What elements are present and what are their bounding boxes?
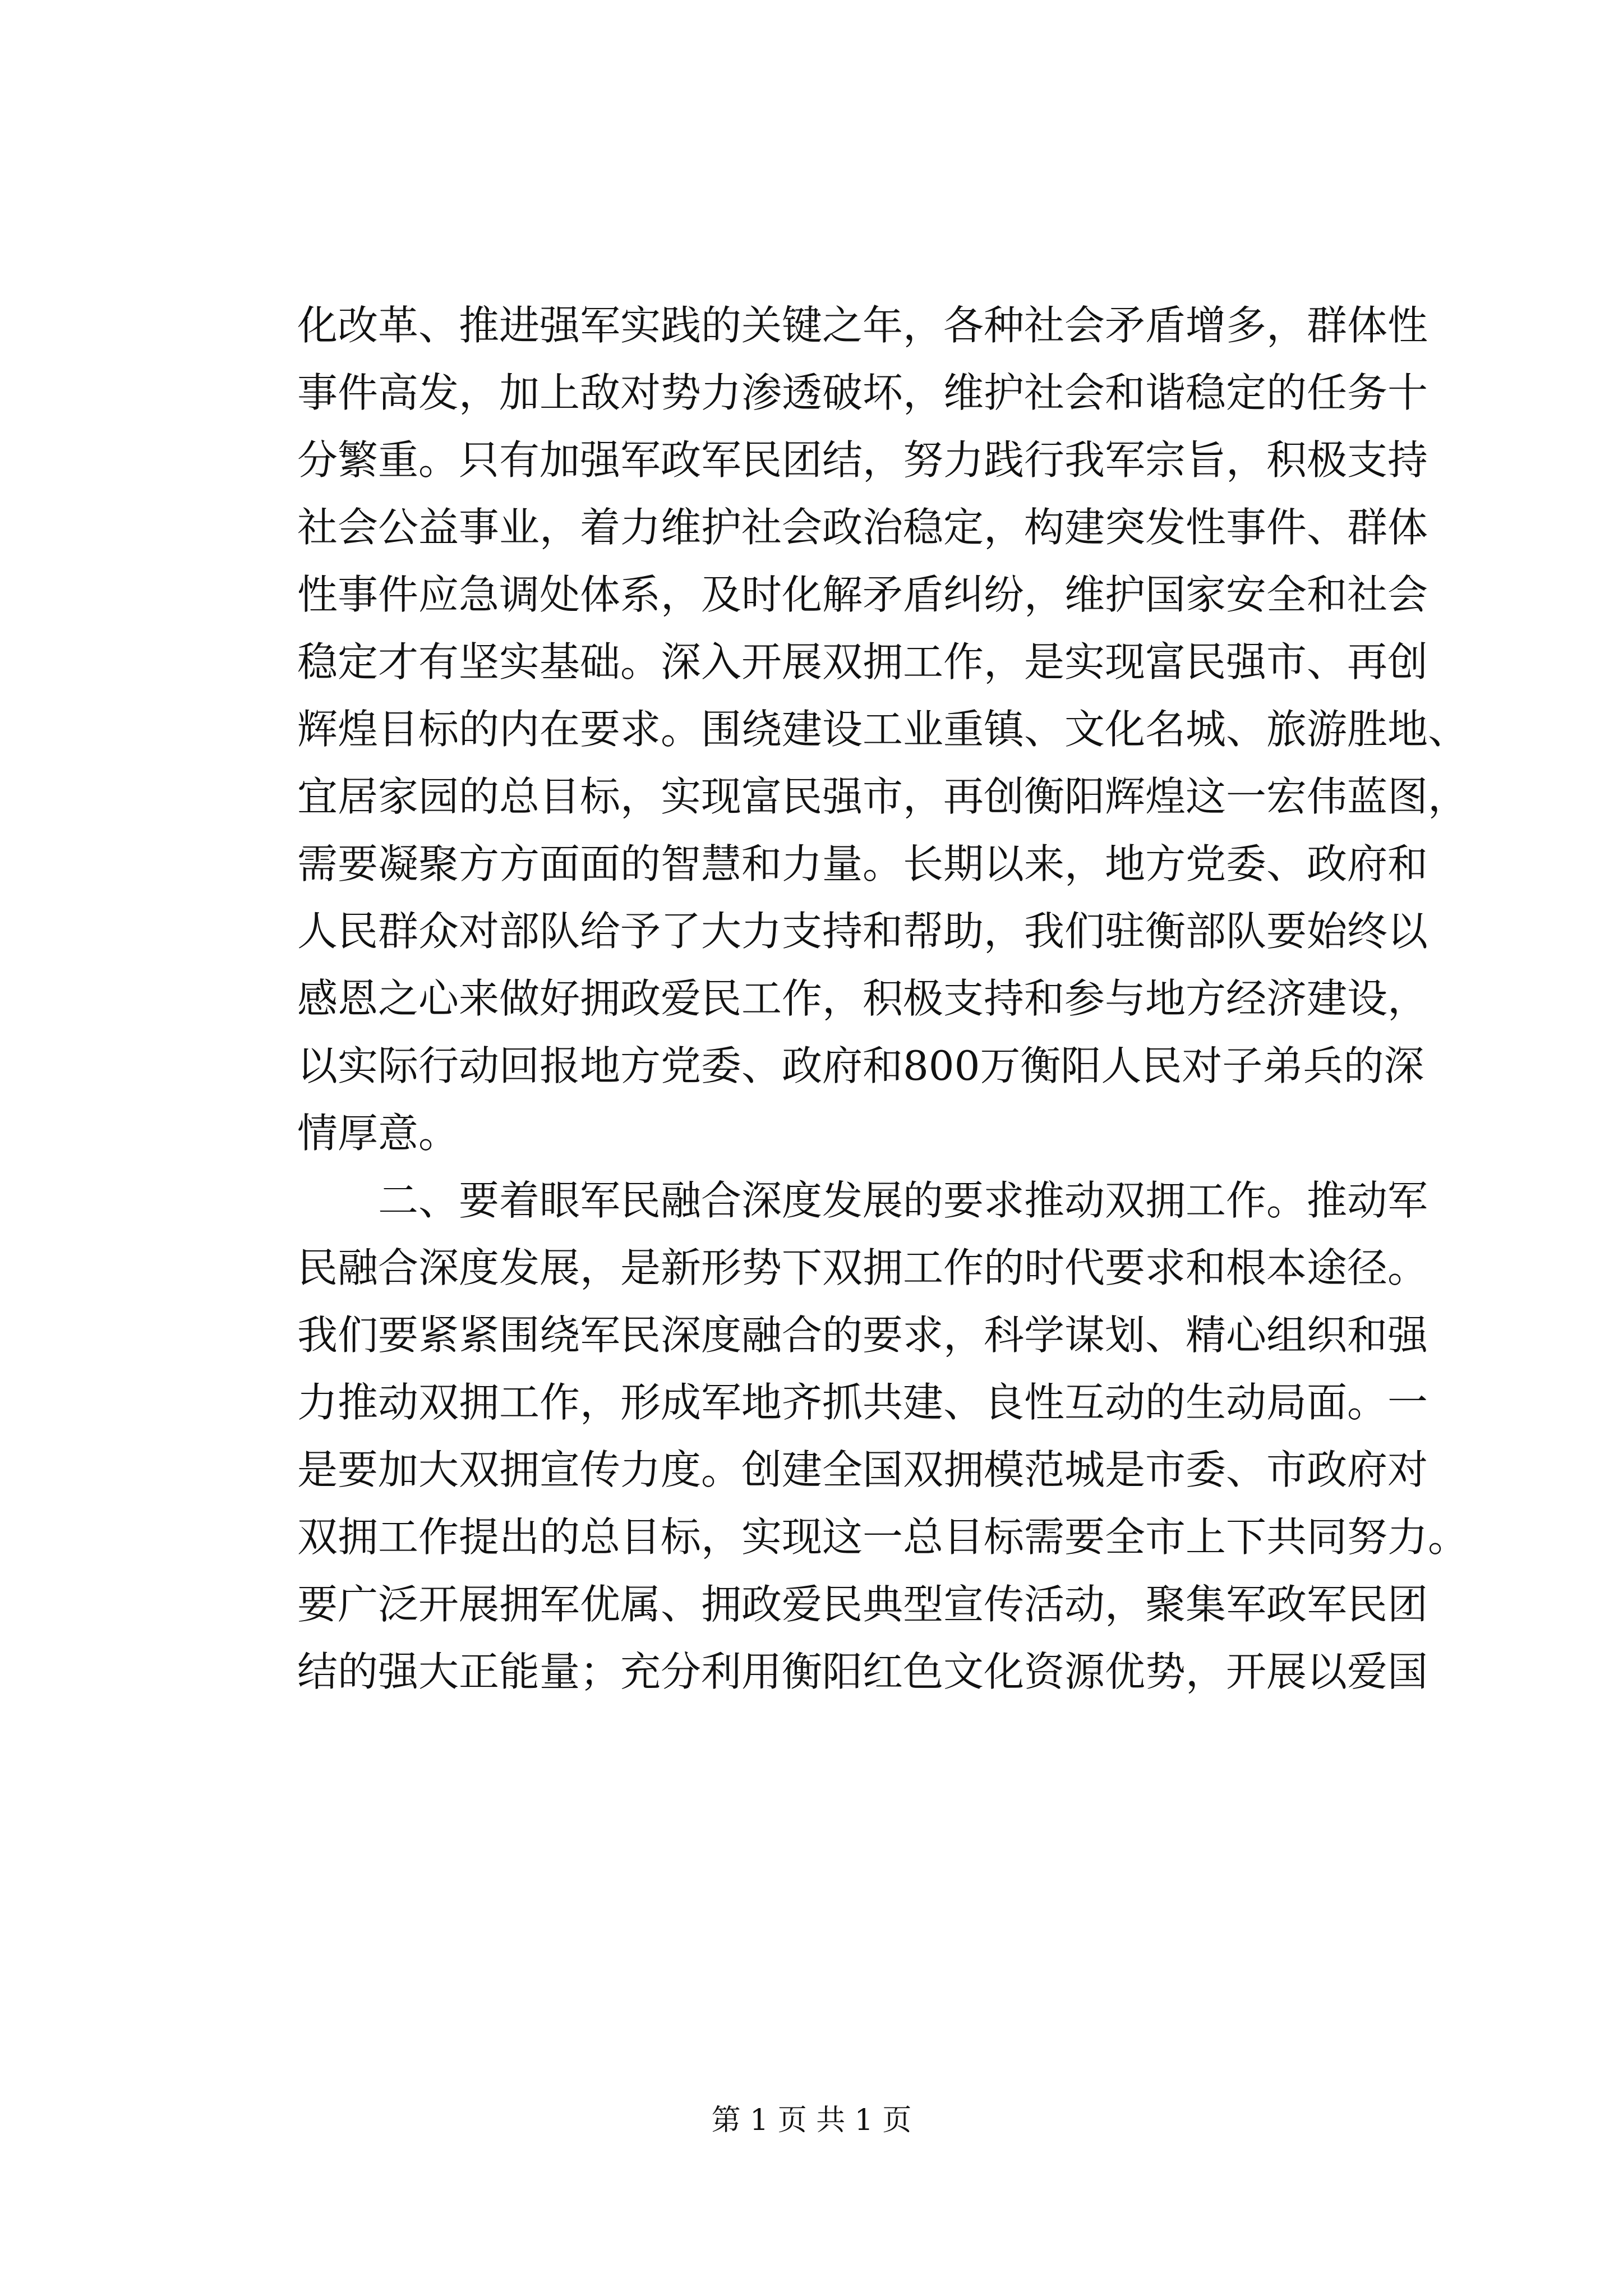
text-line: 化改革、推进强军实践的关键之年，各种社会矛盾增多，群体性 — [297, 302, 1428, 349]
text-line: 社会公益事业，着力维护社会政治稳定，构建突发性事件、群体 — [297, 504, 1428, 551]
text-line: 稳定才有坚实基础。深入开展双拥工作，是实现富民强市、再创 — [297, 638, 1428, 685]
text-line: 是要加大双拥宣传力度。创建全国双拥模范城是市委、市政府对 — [297, 1446, 1428, 1493]
text-line: 结的强大正能量；充分利用衡阳红色文化资源优势，开展以爱国 — [297, 1648, 1428, 1695]
text-line: 宜居家园的总目标，实现富民强市，再创衡阳辉煌这一宏伟蓝图， — [297, 773, 1469, 820]
text-line: 分繁重。只有加强军政军民团结，努力践行我军宗旨，积极支持 — [297, 436, 1428, 484]
text-line: 感恩之心来做好拥政爱民工作，积极支持和参与地方经济建设， — [297, 975, 1428, 1022]
text-line: 事件高发，加上敌对势力渗透破坏，维护社会和谐稳定的任务十 — [297, 369, 1428, 416]
text-line: 以实际行动回报地方党委、政府和800万衡阳人民对子弟兵的深 — [297, 1042, 1424, 1089]
text-line: 力推动双拥工作，形成军地齐抓共建、良性互动的生动局面。一 — [297, 1379, 1428, 1426]
text-line: 人民群众对部队给予了大力支持和帮助，我们驻衡部队要始终以 — [297, 908, 1428, 955]
text-line: 双拥工作提出的总目标，实现这一总目标需要全市上下共同努力。 — [297, 1513, 1469, 1561]
text-line: 性事件应急调处体系，及时化解矛盾纠纷，维护国家安全和社会 — [297, 571, 1428, 618]
text-line: 二、要着眼军民融合深度发展的要求推动双拥工作。推动军 — [297, 1177, 1428, 1224]
page-footer: 第 1 页 共 1 页 — [711, 2104, 912, 2137]
body-text — [297, 292, 1469, 1705]
text-line: 情厚意。 — [297, 1110, 459, 1157]
text-line: 辉煌目标的内在要求。围绕建设工业重镇、文化名城、旅游胜地、 — [297, 706, 1469, 753]
text-line: 我们要紧紧围绕军民深度融合的要求，科学谋划、精心组织和强 — [297, 1312, 1428, 1359]
text-line: 民融合深度发展，是新形势下双拥工作的时代要求和根本途径。 — [297, 1244, 1428, 1291]
text-line: 需要凝聚方方面面的智慧和力量。长期以来，地方党委、政府和 — [297, 840, 1428, 887]
text-line: 要广泛开展拥军优属、拥政爱民典型宣传活动，聚集军政军民团 — [297, 1581, 1428, 1628]
